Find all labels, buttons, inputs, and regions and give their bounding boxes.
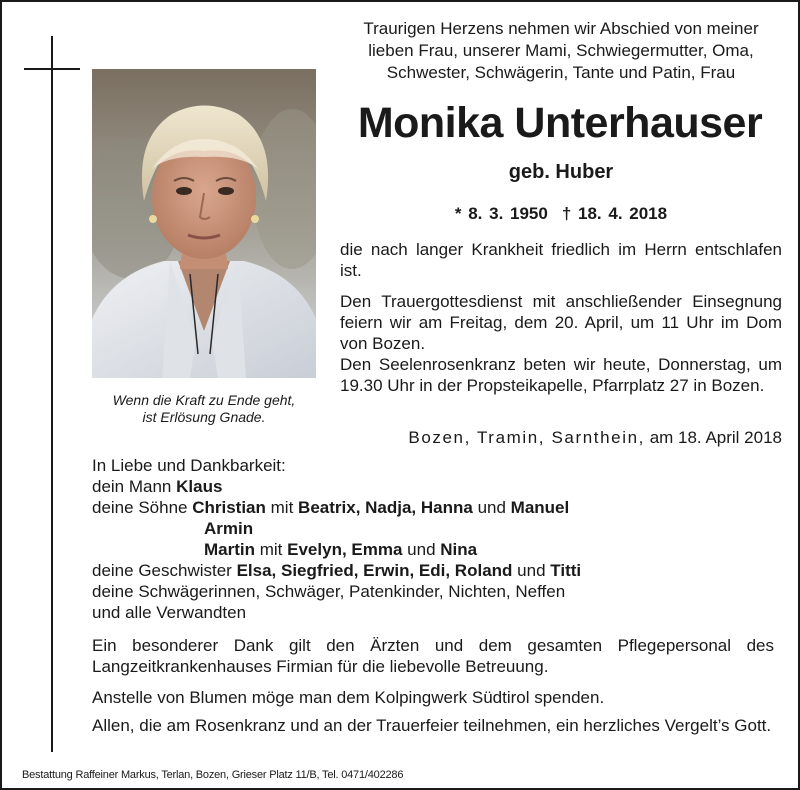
- husband-label: dein Mann: [92, 477, 172, 496]
- funeral-home-footer: Bestattung Raffeiner Markus, Terlan, Bozen, Grieser Platz 11/B, Tel. 0471/402286: [22, 769, 404, 781]
- connector-text: mit: [259, 540, 283, 559]
- family-husband: [92, 476, 782, 497]
- husband-name: Klaus: [176, 477, 223, 496]
- family-list: [92, 455, 782, 623]
- intro-text: [340, 18, 782, 84]
- place-names: Bozen, Tramin, Sarnthein,: [408, 428, 645, 447]
- place-and-date: [340, 427, 782, 449]
- son-name: Martin: [204, 540, 255, 559]
- son-name: Armin: [204, 519, 254, 538]
- notice-date: am 18. April 2018: [649, 428, 782, 447]
- funeral-paragraph: Den Trauergottesdienst mit anschließender Einsegnung feiern wir am Freitag, dem 20. April, um 11 Uhr im Dom von Bozen.: [340, 292, 782, 353]
- donation-paragraph: Anstelle von Blumen möge man dem Kolpingwerk Südtirol spenden.: [92, 688, 605, 707]
- motto-line: Wenn die Kraft zu Ende geht,: [112, 392, 296, 408]
- grandchildren-names: Beatrix, Nadja, Hanna: [298, 498, 473, 517]
- sons-label: deine Söhne: [92, 498, 188, 517]
- motto-line: ist Erlösung Gnade.: [142, 409, 266, 425]
- sibling-names: Elsa, Siegfried, Erwin, Edi, Roland: [236, 561, 513, 580]
- portrait-photo: [92, 69, 316, 378]
- connector-text: und: [517, 561, 546, 580]
- siblings-label: deine Geschwister: [92, 561, 232, 580]
- connector-text: und: [407, 540, 436, 559]
- birth-name: geb. Huber: [508, 161, 614, 183]
- family-siblings: [92, 560, 782, 581]
- intro-line: Schwester, Schwägerin, Tante und Patin, Frau: [386, 63, 736, 82]
- intro-line: lieben Frau, unserer Mami, Schwiegermutter, Oma,: [368, 41, 754, 60]
- connector-text: mit: [270, 498, 294, 517]
- birth-date: * 8. 3. 1950: [454, 204, 548, 223]
- life-dates: [340, 203, 782, 225]
- grandchild-name: Nina: [440, 540, 478, 559]
- motto-quote: [92, 392, 316, 426]
- family-intro: In Liebe und Dankbarkeit:: [92, 456, 286, 475]
- death-date: † 18. 4. 2018: [561, 204, 668, 223]
- deceased-name: Monika Unterhauser: [357, 99, 763, 147]
- grandchildren-names: Evelyn, Emma: [287, 540, 403, 559]
- family-son-martin: [92, 539, 782, 560]
- thanks-paragraph: Ein besonderer Dank gilt den Ärzten und dem gesamten Pflegepersonal des Langzeitkrankenhauses Firmian für die liebevolle Betreuung.: [92, 636, 774, 676]
- sibling-name: Titti: [550, 561, 582, 580]
- attendance-paragraph: Allen, die am Rosenkranz und an der Trauerfeier teilnehmen, ein herzliches Vergelt’s Gott.: [92, 716, 772, 735]
- connector-text: und: [477, 498, 506, 517]
- son-name: Christian: [192, 498, 266, 517]
- family-son-armin: [92, 518, 782, 539]
- family-in-laws: deine Schwägerinnen, Schwäger, Patenkinder, Nichten, Neffen: [92, 582, 566, 601]
- intro-line: Traurigen Herzens nehmen wir Abschied von meiner: [363, 19, 759, 38]
- rosary-paragraph: Den Seelenrosenkranz beten wir heute, Donnerstag, um 19.30 Uhr in der Propsteikapelle, Pfarrplatz 27 in Bozen.: [340, 355, 782, 395]
- grandchild-name: Manuel: [510, 498, 570, 517]
- family-son-christian: [92, 497, 782, 518]
- death-paragraph: die nach langer Krankheit friedlich im Herrn entschlafen ist.: [340, 240, 782, 280]
- family-relatives: und alle Verwandten: [92, 603, 247, 622]
